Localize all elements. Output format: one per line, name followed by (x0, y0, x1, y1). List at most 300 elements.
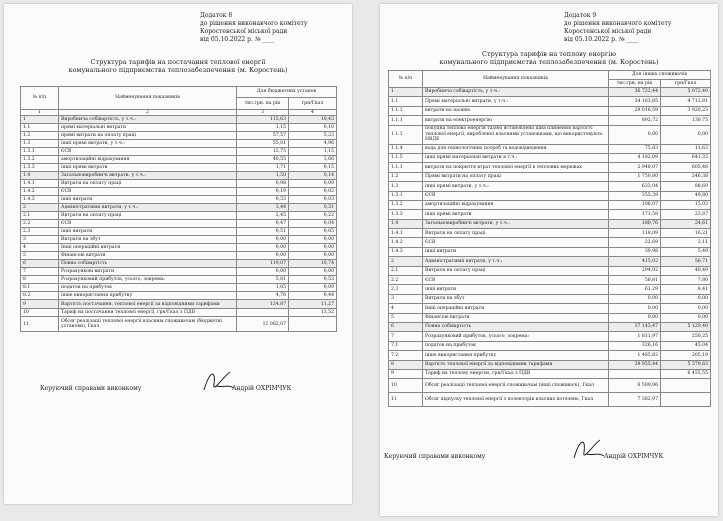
title-line-1: Структура тарифів на постачання теплової енергії (90, 58, 266, 66)
column-header-annual: тис.грн. на рік (237, 98, 289, 110)
annual-value: 56,81 (609, 276, 661, 285)
indicator-name: Витрати на оплату праці (59, 212, 237, 220)
table-row (21, 268, 337, 276)
indicator-name: прямі витрати на оплату праці (59, 132, 237, 140)
annual-value: 22,69 (609, 238, 661, 247)
appendix-number: Додаток 8 (200, 12, 233, 19)
per-gcal-value: 56,71 (661, 257, 711, 266)
indicator-name: інші витрати (59, 228, 237, 236)
indicator-name: Адміністративні витрати, у т.ч.: (423, 257, 609, 266)
row-number: 8 (389, 360, 423, 369)
column-header-group: Для бюджетних установ (237, 87, 337, 98)
per-gcal-value: 0,44 (289, 292, 337, 300)
table-row (389, 332, 711, 341)
signatory-name: Андрій ОХРІМЧУК (232, 385, 292, 392)
indicator-name: Витрати на оплату праці (59, 180, 237, 188)
row-number: 2.1 (389, 266, 423, 275)
table-row (21, 204, 337, 212)
row-number: 1 (21, 116, 59, 124)
annual-value (609, 369, 661, 378)
indicator-name: Повна собівартість (423, 322, 609, 331)
annual-value: 106,07 (609, 200, 661, 209)
indicator-name: Розрахунковий прибуток, усього, зокрема: (59, 276, 237, 284)
table-row (21, 124, 337, 132)
annual-value: 0,00 (609, 313, 661, 322)
per-gcal-value: 5 072,49 (661, 88, 711, 97)
table-row (389, 229, 711, 238)
annual-value: 1,15 (237, 124, 289, 132)
annual-value: 40,55 (237, 156, 289, 164)
annual-value: 892,72 (609, 116, 661, 125)
per-gcal-value: 88,69 (661, 182, 711, 191)
row-number: 7 (21, 268, 59, 276)
indicator-name: Розрахункові витрати (59, 268, 237, 276)
row-number: 7.1 (389, 341, 423, 350)
table-row (389, 191, 711, 200)
row-number: 8.2 (21, 292, 59, 300)
indicator-name: інші прямі витрати, у т.ч.: (423, 182, 609, 191)
row-number: 1.3.1 (21, 148, 59, 156)
table-row (389, 393, 711, 407)
row-number: 1.1.1 (389, 106, 423, 115)
indicator-name: Тариф на теплову енергію, грн/Гкал з ПДВ (423, 369, 609, 378)
indicator-name: ЄСВ (59, 148, 237, 156)
row-number: 6 (389, 322, 423, 331)
row-number: 3 (389, 294, 423, 303)
table-row (389, 172, 711, 181)
indicator-name: амортизаційні відрахування (59, 156, 237, 164)
table-row (389, 276, 711, 285)
per-gcal-value: 0,00 (661, 313, 711, 322)
annual-value: 0,00 (237, 236, 289, 244)
indicator-name: витрати на покриття втрат теплової енергії в теплових мережах (423, 163, 609, 172)
annual-value: 1 485,82 (609, 351, 661, 360)
row-number: 1.1.4 (389, 144, 423, 153)
per-gcal-value: 0,22 (289, 212, 337, 220)
annual-value: 55,01 (237, 140, 289, 148)
indicator-name: витрати на електроенергію (423, 116, 609, 125)
per-gcal-value: 0,00 (661, 125, 711, 144)
annual-value: 118,09 (609, 229, 661, 238)
annual-value: 37 143,47 (609, 322, 661, 331)
row-number: 2.1 (21, 212, 59, 220)
table-row (389, 116, 711, 125)
indicator-name: Тариф на постачання теплової енергії, грн/Гкал з ПДВ (59, 309, 237, 317)
per-gcal-value: 0,00 (289, 236, 337, 244)
per-gcal-value: 0,14 (289, 172, 337, 180)
row-number: 1.3.3 (21, 164, 59, 172)
column-number: 4 (289, 110, 337, 116)
per-gcal-value: 0,00 (289, 244, 337, 252)
indicator-name: прямі матеріальні витрати (59, 124, 237, 132)
table-row (21, 196, 337, 204)
per-gcal-value: 5,23 (289, 132, 337, 140)
annual-value: 0,00 (609, 304, 661, 313)
per-gcal-value: 250,25 (661, 332, 711, 341)
per-gcal-value: 11,27 (289, 300, 337, 309)
annual-value: 0,00 (237, 244, 289, 252)
table-row (21, 116, 337, 124)
table-row (389, 379, 711, 393)
per-gcal-value: 0,09 (289, 180, 337, 188)
annual-value: 0,51 (237, 228, 289, 236)
table-row (389, 200, 711, 209)
table-row (389, 285, 711, 294)
table-row (389, 97, 711, 106)
table-row (21, 317, 337, 332)
indicator-name: витрати на паливо (423, 106, 609, 115)
column-header-name: Найменування показників (423, 71, 609, 88)
per-gcal-value (289, 317, 337, 332)
table-row (21, 244, 337, 252)
column-header-per-gcal: грн/Гкал (661, 80, 711, 88)
title-line-1: Структура тарифів на теплову енергію (482, 50, 616, 58)
annual-value: 6 509,06 (609, 379, 661, 393)
table-row (389, 219, 711, 228)
approval-header (564, 12, 671, 44)
table-row (389, 125, 711, 144)
per-gcal-value: 5,49 (661, 247, 711, 256)
annual-value: 3,44 (237, 204, 289, 212)
row-number: 1.2 (389, 172, 423, 181)
indicator-name: Загальновиробничі витрати, у т.ч.: (423, 219, 609, 228)
row-number: 1.3.3 (389, 210, 423, 219)
indicator-name: ЄСВ (423, 191, 609, 200)
per-gcal-value: 0,09 (289, 284, 337, 292)
table-row (389, 257, 711, 266)
per-gcal-value: 23,87 (661, 210, 711, 219)
row-number: 2 (389, 257, 423, 266)
row-number: 2.2 (389, 276, 423, 285)
per-gcal-value: 0,03 (289, 196, 337, 204)
annual-value: 171,58 (609, 210, 661, 219)
indicator-name: вода для технологічних потреб та водовідведення (423, 144, 609, 153)
indicator-name: Інші операційні витрати (423, 304, 609, 313)
annual-value: 0,00 (237, 252, 289, 260)
table-row (389, 313, 711, 322)
annual-value: 4,76 (237, 292, 289, 300)
row-number: 10 (21, 309, 59, 317)
document-title (4, 58, 352, 74)
per-gcal-value: 246,38 (661, 172, 711, 181)
indicator-name: Обсяг відпуску теплової енергії з колекторів власних котелень, Гкал (423, 393, 609, 407)
indicator-name: інше використання прибутку (59, 292, 237, 300)
row-number: 10 (389, 379, 423, 393)
column-number: 2 (59, 110, 237, 116)
per-gcal-value: 1,15 (289, 148, 337, 156)
indicator-name: Витрати на збут (423, 294, 609, 303)
approval-header (200, 12, 307, 44)
table-row (389, 163, 711, 172)
per-gcal-value: 4,96 (289, 140, 337, 148)
per-gcal-value: 0,02 (289, 188, 337, 196)
indicator-name: Повна собівартість (59, 260, 237, 268)
per-gcal-value: 5 379,63 (661, 360, 711, 369)
row-number: 11 (389, 393, 423, 407)
row-number: 1.1.5 (389, 153, 423, 162)
table-row (389, 153, 711, 162)
annual-value (237, 309, 289, 317)
indicator-name: інше використання прибутку (423, 351, 609, 360)
table-row (21, 276, 337, 284)
annual-value: 39,98 (609, 247, 661, 256)
per-gcal-value: 641,33 (661, 153, 711, 162)
indicator-name: ЄСВ (423, 238, 609, 247)
signatory-role: Керуючий справами виконкому (40, 385, 142, 392)
table-row (389, 210, 711, 219)
table-row (389, 247, 711, 256)
annual-value: 1 750,80 (609, 172, 661, 181)
table-row (21, 212, 337, 220)
annual-value: 326,16 (609, 341, 661, 350)
annual-value: 355,39 (609, 191, 661, 200)
indicator-name: Витрати на збут (59, 236, 237, 244)
annual-value: 180,76 (609, 219, 661, 228)
table-row (21, 148, 337, 156)
column-header-annual: тис.грн. на рік (609, 80, 661, 88)
table-row (389, 238, 711, 247)
row-number: 1.1 (389, 97, 423, 106)
per-gcal-value: 49,80 (661, 191, 711, 200)
table-row (389, 341, 711, 350)
per-gcal-value: 8,41 (661, 285, 711, 294)
table-row (389, 144, 711, 153)
row-number: 7.2 (389, 351, 423, 360)
annual-value: 294,92 (609, 266, 661, 275)
column-header-per-gcal: грн/Гкал (289, 98, 337, 110)
per-gcal-value: 130,75 (661, 116, 711, 125)
annual-value: 1 811,97 (609, 332, 661, 341)
council-line: Коростенської міської ради (564, 28, 652, 35)
per-gcal-value: 3,11 (661, 238, 711, 247)
indicator-name: податок на прибуток (423, 341, 609, 350)
row-number: 8 (21, 276, 59, 284)
indicator-name: Прямі матеріальні витрати, у т.ч.: (423, 97, 609, 106)
table-row (21, 140, 337, 148)
annual-value: 633,04 (609, 182, 661, 191)
annual-value: 7 382,97 (609, 393, 661, 407)
annual-value: 5,81 (237, 276, 289, 284)
annual-value: 2 948,07 (609, 163, 661, 172)
per-gcal-value (661, 393, 711, 407)
indicator-name: покупна теплова енергія та/або встановлена ціна плинення вартості теплової енергії, виробленої власними установками, що використовують НВДЕ (423, 125, 609, 144)
row-number: 4 (389, 304, 423, 313)
per-gcal-value: 16,21 (661, 229, 711, 238)
tariff-structure-table (388, 70, 711, 407)
row-number: 1.4.1 (21, 180, 59, 188)
table-row (21, 236, 337, 244)
per-gcal-value: 0,05 (289, 228, 337, 236)
row-number: 7 (389, 332, 423, 341)
annual-value: 29 016,59 (609, 106, 661, 115)
table-row (389, 106, 711, 115)
per-gcal-value: 10,43 (289, 116, 337, 124)
indicator-name: Фінансові витрати (59, 252, 237, 260)
annual-value: 0,33 (237, 196, 289, 204)
per-gcal-value: 6 455,55 (661, 369, 711, 378)
per-gcal-value: 0,00 (289, 252, 337, 260)
indicator-name: інші прямі витрати (423, 210, 609, 219)
column-number: 1 (21, 110, 59, 116)
column-number: 3 (237, 110, 289, 116)
annual-value: 57,57 (237, 132, 289, 140)
row-number: 5 (389, 313, 423, 322)
annual-value: 415,02 (609, 257, 661, 266)
indicator-name: Адміністративні витрати, у т.ч.: (59, 204, 237, 212)
table-row (21, 300, 337, 309)
table-row (21, 172, 337, 180)
indicator-name: ЄСВ (423, 276, 609, 285)
row-number: 1.1.1 (389, 116, 423, 125)
column-header-number: № п/п (389, 71, 423, 88)
row-number: 3 (21, 236, 59, 244)
per-gcal-value: 0,53 (289, 276, 337, 284)
indicator-name: податок на прибуток (59, 284, 237, 292)
indicator-name: інші прямі витрати (59, 164, 237, 172)
date-line: від 05.10.2022 р. № ____ (564, 36, 639, 43)
appendix-number: Додаток 9 (564, 12, 597, 19)
per-gcal-value: 205,19 (661, 351, 711, 360)
row-number: 1.4 (389, 219, 423, 228)
indicator-name: Фінансові витрати (423, 313, 609, 322)
table-row (21, 180, 337, 188)
per-gcal-value: 0,00 (661, 294, 711, 303)
row-number: 1.1 (21, 124, 59, 132)
council-line: Коростенської міської ради (200, 28, 288, 35)
table-row (21, 164, 337, 172)
row-number: 6 (21, 260, 59, 268)
row-number: 1.3.2 (21, 156, 59, 164)
annual-value: 0,00 (609, 294, 661, 303)
row-number: 11 (21, 317, 59, 332)
appendix-8-page (4, 4, 352, 504)
table-row (21, 309, 337, 317)
indicator-name: Вартість теплової енергії за відповідними тарифами (423, 360, 609, 369)
indicator-name: інші витрати (423, 247, 609, 256)
indicator-name: інші витрати (423, 285, 609, 294)
row-number: 1.3 (21, 140, 59, 148)
tariff-structure-table (20, 86, 337, 332)
row-number: 1 (389, 88, 423, 97)
column-header-number: № п/п (21, 87, 59, 110)
per-gcal-value: 3,66 (289, 156, 337, 164)
indicator-name: інші прямі витрати, у т.ч.: (59, 140, 237, 148)
row-number: 1.3.1 (389, 191, 423, 200)
table-row (389, 304, 711, 313)
appendix-9-page (380, 4, 718, 516)
row-number: 1.1.1 (389, 125, 423, 144)
row-number: 1.4.3 (389, 247, 423, 256)
per-gcal-value: 0,04 (289, 220, 337, 228)
annual-value: 0,19 (237, 188, 289, 196)
table-row (21, 188, 337, 196)
per-gcal-value: 0,31 (289, 204, 337, 212)
annual-value: 75,83 (609, 144, 661, 153)
indicator-name: Витрати на оплату праці (423, 229, 609, 238)
table-row (389, 360, 711, 369)
indicator-name: Прямі витрати на оплату праці (423, 172, 609, 181)
table-row (21, 284, 337, 292)
row-number: 2.3 (21, 228, 59, 236)
table-row (21, 156, 337, 164)
row-number: 9 (21, 300, 59, 309)
per-gcal-value: 0,00 (289, 268, 337, 276)
indicator-name: ЄСВ (59, 188, 237, 196)
indicator-name: інші витрати (59, 196, 237, 204)
row-number: 1.4.3 (21, 196, 59, 204)
title-line-2: комунального підприємства теплозабезпечення (м. Коростень) (439, 58, 659, 66)
per-gcal-value: 3 920,23 (661, 106, 711, 115)
row-number: 1.1.1 (389, 163, 423, 172)
table-row (389, 369, 711, 378)
per-gcal-value: 15,03 (661, 200, 711, 209)
table-row (389, 294, 711, 303)
signatory-role: Керуючий справами виконкому (384, 453, 486, 460)
decision-line: до рішення виконавчого комітету (200, 20, 308, 27)
row-number: 1.3 (389, 182, 423, 191)
per-gcal-value: 0,15 (289, 164, 337, 172)
row-number: 4 (21, 244, 59, 252)
row-number: 2.2 (21, 220, 59, 228)
table-row (389, 266, 711, 275)
table-row (389, 88, 711, 97)
per-gcal-value: 5 129,40 (661, 322, 711, 331)
column-header-group: Для інших споживачів (609, 71, 711, 80)
annual-value: 61,29 (609, 285, 661, 294)
indicator-name: Витрати на оплату праці (423, 266, 609, 275)
indicator-name: Вартість постачання, теплової енергії за відповідними тарифами (59, 300, 237, 309)
indicator-name: Інші операційні витрати (59, 244, 237, 252)
row-number: 1.4 (21, 172, 59, 180)
annual-value: 115,63 (237, 116, 289, 124)
indicator-name: Виробнича собівартість, у т.ч.: (59, 116, 237, 124)
indicator-name: Обсяг реалізації теплової енергії споживачам (інші споживачі), Гкал (423, 379, 609, 393)
date-line: від 05.10.2022 р. № ____ (200, 36, 275, 43)
per-gcal-value: 605,46 (661, 163, 711, 172)
per-gcal-value: 0,00 (661, 304, 711, 313)
annual-value: 1,50 (237, 172, 289, 180)
row-number: 2 (21, 204, 59, 212)
table-row (389, 322, 711, 331)
signature-icon (570, 434, 608, 464)
signatory-name: Андрій ОХРІМЧУК (604, 453, 664, 460)
per-gcal-value: 10,74 (289, 260, 337, 268)
row-number: 1.4.2 (389, 238, 423, 247)
per-gcal-value (661, 379, 711, 393)
annual-value: 38 955,44 (609, 360, 661, 369)
annual-value: 4 182,09 (609, 153, 661, 162)
indicator-name: інші прямі матеріальні витрати в т.ч.: (423, 153, 609, 162)
indicator-name: Загальновиробничі витрати, у т.ч.: (59, 172, 237, 180)
row-number: 1.2 (21, 132, 59, 140)
row-number: 9 (389, 369, 423, 378)
table-row (21, 220, 337, 228)
title-line-2: комунального підприємства теплозабезпечення (м. Коростень) (68, 66, 288, 74)
annual-value: 0,98 (237, 180, 289, 188)
row-number: 2.3 (389, 285, 423, 294)
annual-value: 34 163,85 (609, 97, 661, 106)
row-number: 1.3.2 (389, 200, 423, 209)
per-gcal-value: 13,52 (289, 309, 337, 317)
annual-value: 1,71 (237, 164, 289, 172)
annual-value: 0,00 (609, 125, 661, 144)
row-number: 1.4.2 (21, 188, 59, 196)
indicator-name: Розрахунковий прибуток, усього, зокрема: (423, 332, 609, 341)
table-row (389, 351, 711, 360)
column-header-name: Найменування показників (59, 87, 237, 110)
annual-value: 12,75 (237, 148, 289, 156)
table-row (21, 292, 337, 300)
